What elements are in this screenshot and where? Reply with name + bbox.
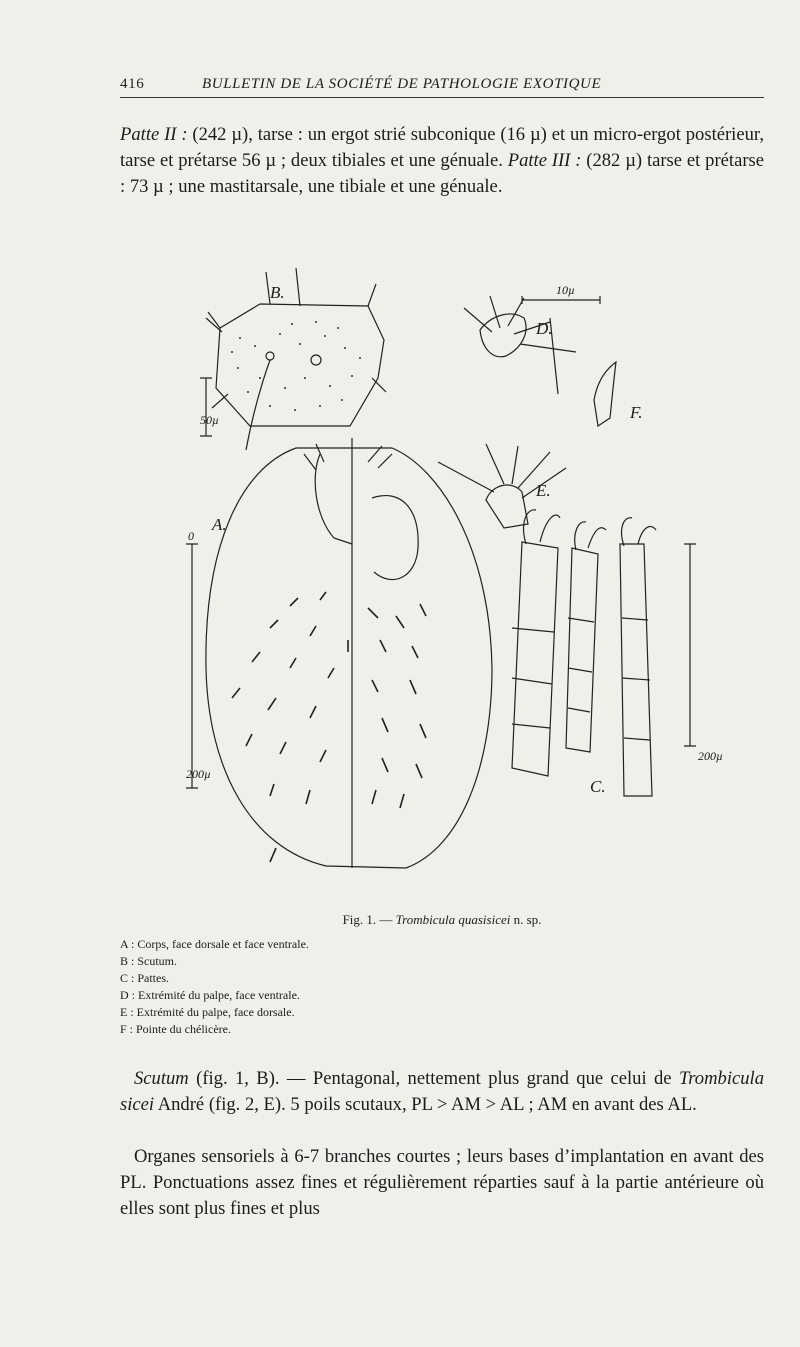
leg-ii-text: (242 µ), tarse : un ergot strié subconique (16 µ) et un micro-ergot postérieur, tarse et prétarse 56 µ ; deux tibiales et une génuale. — [120, 124, 764, 171]
scutum-text-2: André (fig. 2, E). 5 poils scutaux, PL > AM > AL ; AM en avant des AL. — [154, 1094, 697, 1115]
legend-item: F : Pointe du chélicère. — [120, 1022, 231, 1036]
scale-50: 50µ — [200, 413, 219, 427]
figure-caption — [120, 912, 764, 928]
legend-item: A : Corps, face dorsale et face ventrale. — [120, 937, 309, 951]
scale-zero: 0 — [188, 529, 194, 543]
legs-drawing — [512, 510, 696, 796]
caption-species: Trombicula quasisicei — [395, 912, 511, 927]
leg-ii-label: Patte II : — [120, 124, 188, 145]
legend-item: E : Extrémité du palpe, face dorsale. — [120, 1005, 295, 1019]
label-a: A. — [212, 515, 227, 534]
species-sicei: Trombicula sicei — [120, 1068, 764, 1115]
chelicera-tip-drawing — [594, 362, 616, 426]
figure-1 — [120, 248, 770, 908]
figure-legend — [120, 936, 520, 1038]
scutum-drawing — [200, 268, 386, 450]
scutum-text-1: (fig. 1, B). — Pentagonal, nettement plus grand que celui de — [188, 1068, 679, 1089]
label-e: E. — [536, 481, 551, 500]
legend-item: D : Extrémité du palpe, face ventrale. — [120, 988, 300, 1002]
scutum-punctuation — [231, 321, 361, 411]
label-d: D. — [536, 319, 553, 338]
caption-prefix: Fig. 1. — — [342, 912, 396, 927]
scale-10: 10µ — [556, 283, 575, 297]
running-header — [120, 76, 764, 98]
scale-200-legs: 200µ — [698, 749, 723, 763]
paragraph-sensory-organs: Organes sensoriels à 6-7 branches courtes ; leurs bases d’implantation en avant des PL. Ponctuations assez fines et régulièrement réparties sauf à la partie antérieure où elles sont plus fines et plus — [120, 1146, 764, 1219]
leg-iii-label: Patte III : — [507, 150, 582, 171]
caption-suffix: n. sp. — [510, 912, 542, 927]
journal-title: BULLETIN DE LA SOCIÉTÉ DE PATHOLOGIE EXOTIQUE — [202, 76, 602, 92]
page-number: 416 — [120, 76, 145, 92]
figure-drawing — [120, 248, 770, 908]
legend-item: C : Pattes. — [120, 971, 170, 985]
palp-ventral-drawing — [464, 296, 600, 394]
paragraph-scutum — [120, 1066, 764, 1118]
label-b: B. — [270, 283, 285, 302]
scale-200-body: 200µ — [186, 767, 211, 781]
scutum-term: Scutum — [134, 1068, 189, 1089]
label-c: C. — [590, 777, 606, 796]
label-f: F. — [630, 403, 643, 422]
legend-item: B : Scutum. — [120, 954, 178, 968]
body-setae — [232, 592, 426, 862]
body-drawing — [186, 438, 492, 868]
leg-iii-text: (282 µ) tarse et prétarse : 73 µ ; une mastitarsale, une tibiale et une génuale. — [120, 150, 764, 197]
paragraph-legs — [120, 122, 764, 200]
